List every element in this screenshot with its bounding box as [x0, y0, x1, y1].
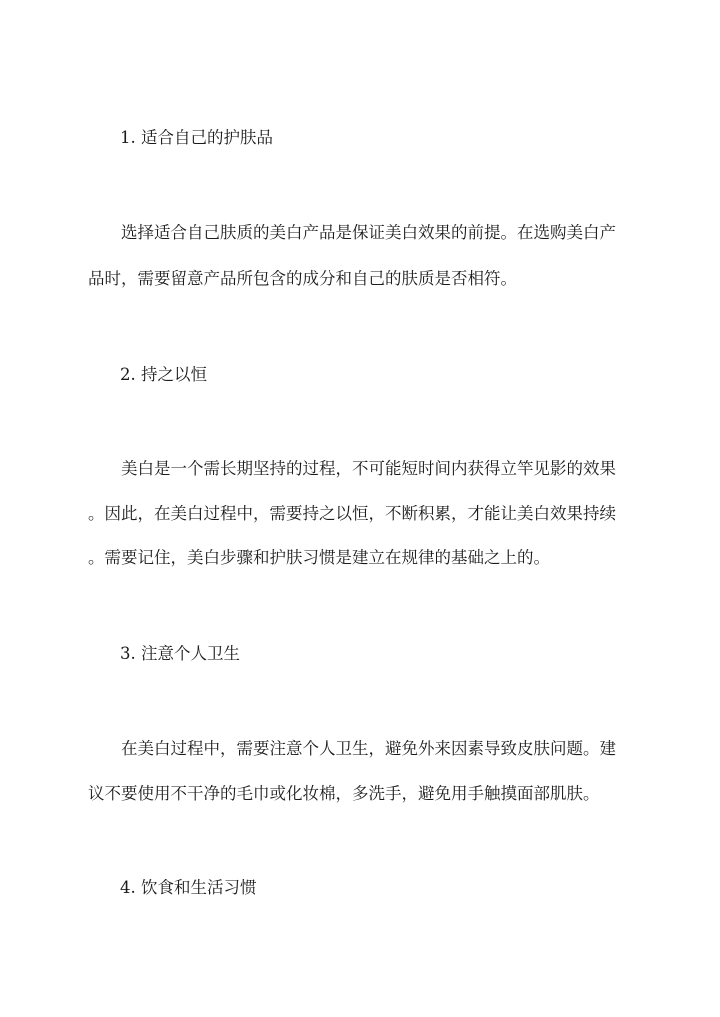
paragraph-line: 美白是一个需长期坚持的过程，不可能短时间内获得立竿见影的效果	[121, 459, 616, 478]
paragraph-line: 。因此，在美白过程中，需要持之以恒，不断积累，才能让美白效果持续	[88, 504, 616, 523]
section-heading: 1. 适合自己的护肤品	[120, 128, 273, 147]
paragraph-line: 选择适合自己肤质的美白产品是保证美白效果的前提。在选购美白产	[121, 223, 616, 242]
paragraph-line: 议不要使用不干净的毛巾或化妆棉，多洗手，避免用手触摸面部肌肤。	[88, 784, 600, 803]
section-heading: 3. 注意个人卫生	[120, 644, 240, 663]
paragraph-line: 在美白过程中，需要注意个人卫生，避免外来因素导致皮肤问题。建	[121, 739, 616, 758]
section-heading: 4. 饮食和生活习惯	[120, 878, 257, 897]
paragraph-line: 品时，需要留意产品所包含的成分和自己的肤质是否相符。	[88, 269, 517, 288]
section-heading: 2. 持之以恒	[120, 365, 207, 384]
paragraph-line: 。需要记住，美白步骤和护肤习惯是建立在规律的基础之上的。	[88, 548, 550, 567]
